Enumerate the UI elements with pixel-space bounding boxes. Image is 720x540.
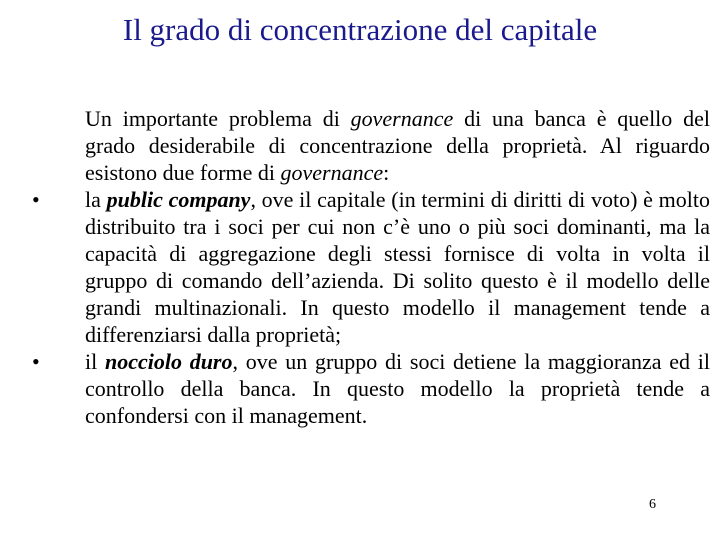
bullet-2-text-1: il <box>85 349 105 374</box>
intro-governance-term-2: governance <box>280 160 384 185</box>
bullet-1-text-1: la <box>85 187 107 212</box>
slide-body <box>30 105 710 429</box>
page-number: 6 <box>649 497 656 512</box>
bullet-marker-2: • <box>32 349 40 374</box>
slide-title: Il grado di concentrazione del capitale <box>122 12 598 47</box>
bullet-public-company <box>30 186 710 348</box>
intro-text-3: : <box>383 160 390 185</box>
bullet-2-text-2: , ove un gruppo di soci detiene la maggioranza ed il controllo della banca. In questo modello la proprietà tende a confondersi con il management. <box>85 349 710 428</box>
bullet-2-term: nocciolo duro <box>104 349 233 374</box>
intro-paragraph <box>30 105 710 186</box>
intro-governance-term-1: governance <box>350 106 454 131</box>
bullet-nocciolo-duro <box>30 348 710 429</box>
intro-text-2: di una banca è quello del grado desiderabile di concentrazione della proprietà. Al riguardo esistono due forme di <box>85 106 710 185</box>
bullet-1-text-2: , ove il capitale (in termini di diritti di voto) è molto distribuito tra i soci per cui non c’è uno o più soci dominanti, ma la capacità di aggregazione degli stessi fornisce di volta in volta il gruppo di comando dell’azienda. Di solito questo è il modello delle grandi multinazionali. In questo modello il management tende a differenziarsi dalla proprietà; <box>85 187 710 347</box>
intro-text-1: Un importante problema di <box>85 106 351 131</box>
bullet-1-term: public company <box>106 187 251 212</box>
bullet-marker-1: • <box>32 187 40 212</box>
